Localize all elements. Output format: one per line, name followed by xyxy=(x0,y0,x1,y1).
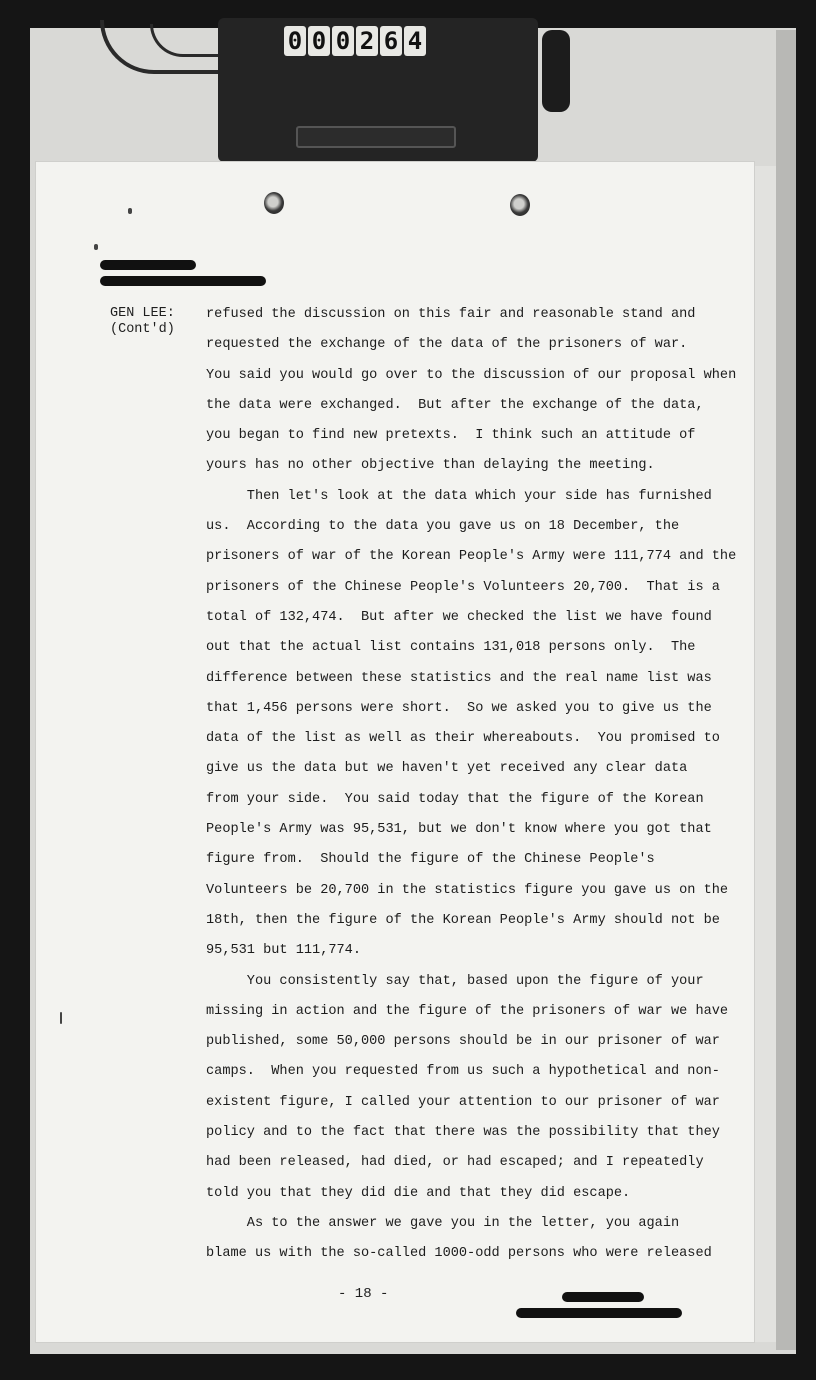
text-line: You said you would go over to the discussion of our proposal when xyxy=(206,367,737,383)
text-line: You consistently say that, based upon the figure of your xyxy=(206,973,704,989)
text-line: prisoners of the Chinese People's Volunteers 20,700. That is a xyxy=(206,579,720,595)
counter-slot xyxy=(296,126,456,148)
text-line: data of the list as well as their whereabouts. You promised to xyxy=(206,731,720,747)
text-line: you began to find new pretexts. I think such an attitude of xyxy=(206,428,696,444)
punch-hole-left xyxy=(264,192,284,214)
text-line: refused the discussion on this fair and reasonable stand and xyxy=(206,307,696,322)
text-line: out that the actual list contains 131,018 persons only. The xyxy=(206,640,696,656)
text-line: yours has no other objective than delaying the meeting. xyxy=(206,458,655,474)
text-line: difference between these statistics and the real name list was xyxy=(206,670,712,686)
margin-speck xyxy=(60,1012,62,1024)
counter-knob xyxy=(542,30,570,112)
text-line: policy and to the fact that there was the possibility that they xyxy=(206,1125,720,1141)
page-stack-edge xyxy=(754,166,776,1342)
speaker-continued-note: (Cont'd) xyxy=(110,322,175,337)
text-line: camps. When you requested from us such a hypothetical and non- xyxy=(206,1064,720,1080)
text-line: published, some 50,000 persons should be in our prisoner of war xyxy=(206,1034,720,1050)
redaction-bar-footer-bottom xyxy=(516,1308,682,1318)
speaker-label xyxy=(110,306,175,338)
speaker-name: GEN LEE: xyxy=(110,306,175,321)
text-line: missing in action and the figure of the prisoners of war we have xyxy=(206,1003,729,1019)
margin-speck xyxy=(94,244,98,250)
counter-digit: 0 xyxy=(284,26,306,56)
text-line: give us the data but we haven't yet received any clear data xyxy=(206,761,688,777)
redaction-bar-bottom xyxy=(100,276,266,286)
text-line: People's Army was 95,531, but we don't know where you got that xyxy=(206,822,712,838)
text-line: total of 132,474. But after we checked the list we have found xyxy=(206,609,712,625)
text-line: blame us with the so-called 1000-odd persons who were released xyxy=(206,1246,712,1262)
text-line: existent figure, I called your attention to our prisoner of war xyxy=(206,1094,720,1110)
counter-digit: 4 xyxy=(404,26,426,56)
counter-digit: 2 xyxy=(356,26,378,56)
text-line: had been released, had died, or had escaped; and I repeatedly xyxy=(206,1155,704,1171)
transcript-body xyxy=(206,300,737,1270)
text-line: Volunteers be 20,700 in the statistics figure you gave us on the xyxy=(206,882,729,898)
page-number: - 18 - xyxy=(338,1286,389,1302)
margin-speck xyxy=(128,208,132,214)
punch-hole-right xyxy=(510,194,530,216)
frame-counter-digits xyxy=(284,26,426,56)
text-line: As to the answer we gave you in the letter, you again xyxy=(206,1215,680,1231)
text-line: us. According to the data you gave us on 18 December, the xyxy=(206,519,680,535)
backing-board-edge xyxy=(776,30,796,1350)
text-line: requested the exchange of the data of the prisoners of war. xyxy=(206,337,688,353)
text-line: told you that they did die and that they did escape. xyxy=(206,1185,631,1201)
text-line: the data were exchanged. But after the exchange of the data, xyxy=(206,397,704,413)
counter-digit: 0 xyxy=(332,26,354,56)
redaction-bar-top xyxy=(100,260,196,270)
redaction-bar-footer-top xyxy=(562,1292,644,1302)
text-line: from your side. You said today that the figure of the Korean xyxy=(206,791,704,807)
text-line: Then let's look at the data which your side has furnished xyxy=(206,488,712,504)
text-line: 18th, then the figure of the Korean People's Army should not be xyxy=(206,912,720,928)
text-line: figure from. Should the figure of the Chinese People's xyxy=(206,852,655,868)
counter-digit: 6 xyxy=(380,26,402,56)
counter-digit: 0 xyxy=(308,26,330,56)
text-line: prisoners of war of the Korean People's Army were 111,774 and the xyxy=(206,549,737,565)
text-line: 95,531 but 111,774. xyxy=(206,943,361,959)
text-line: that 1,456 persons were short. So we asked you to give us the xyxy=(206,700,712,716)
